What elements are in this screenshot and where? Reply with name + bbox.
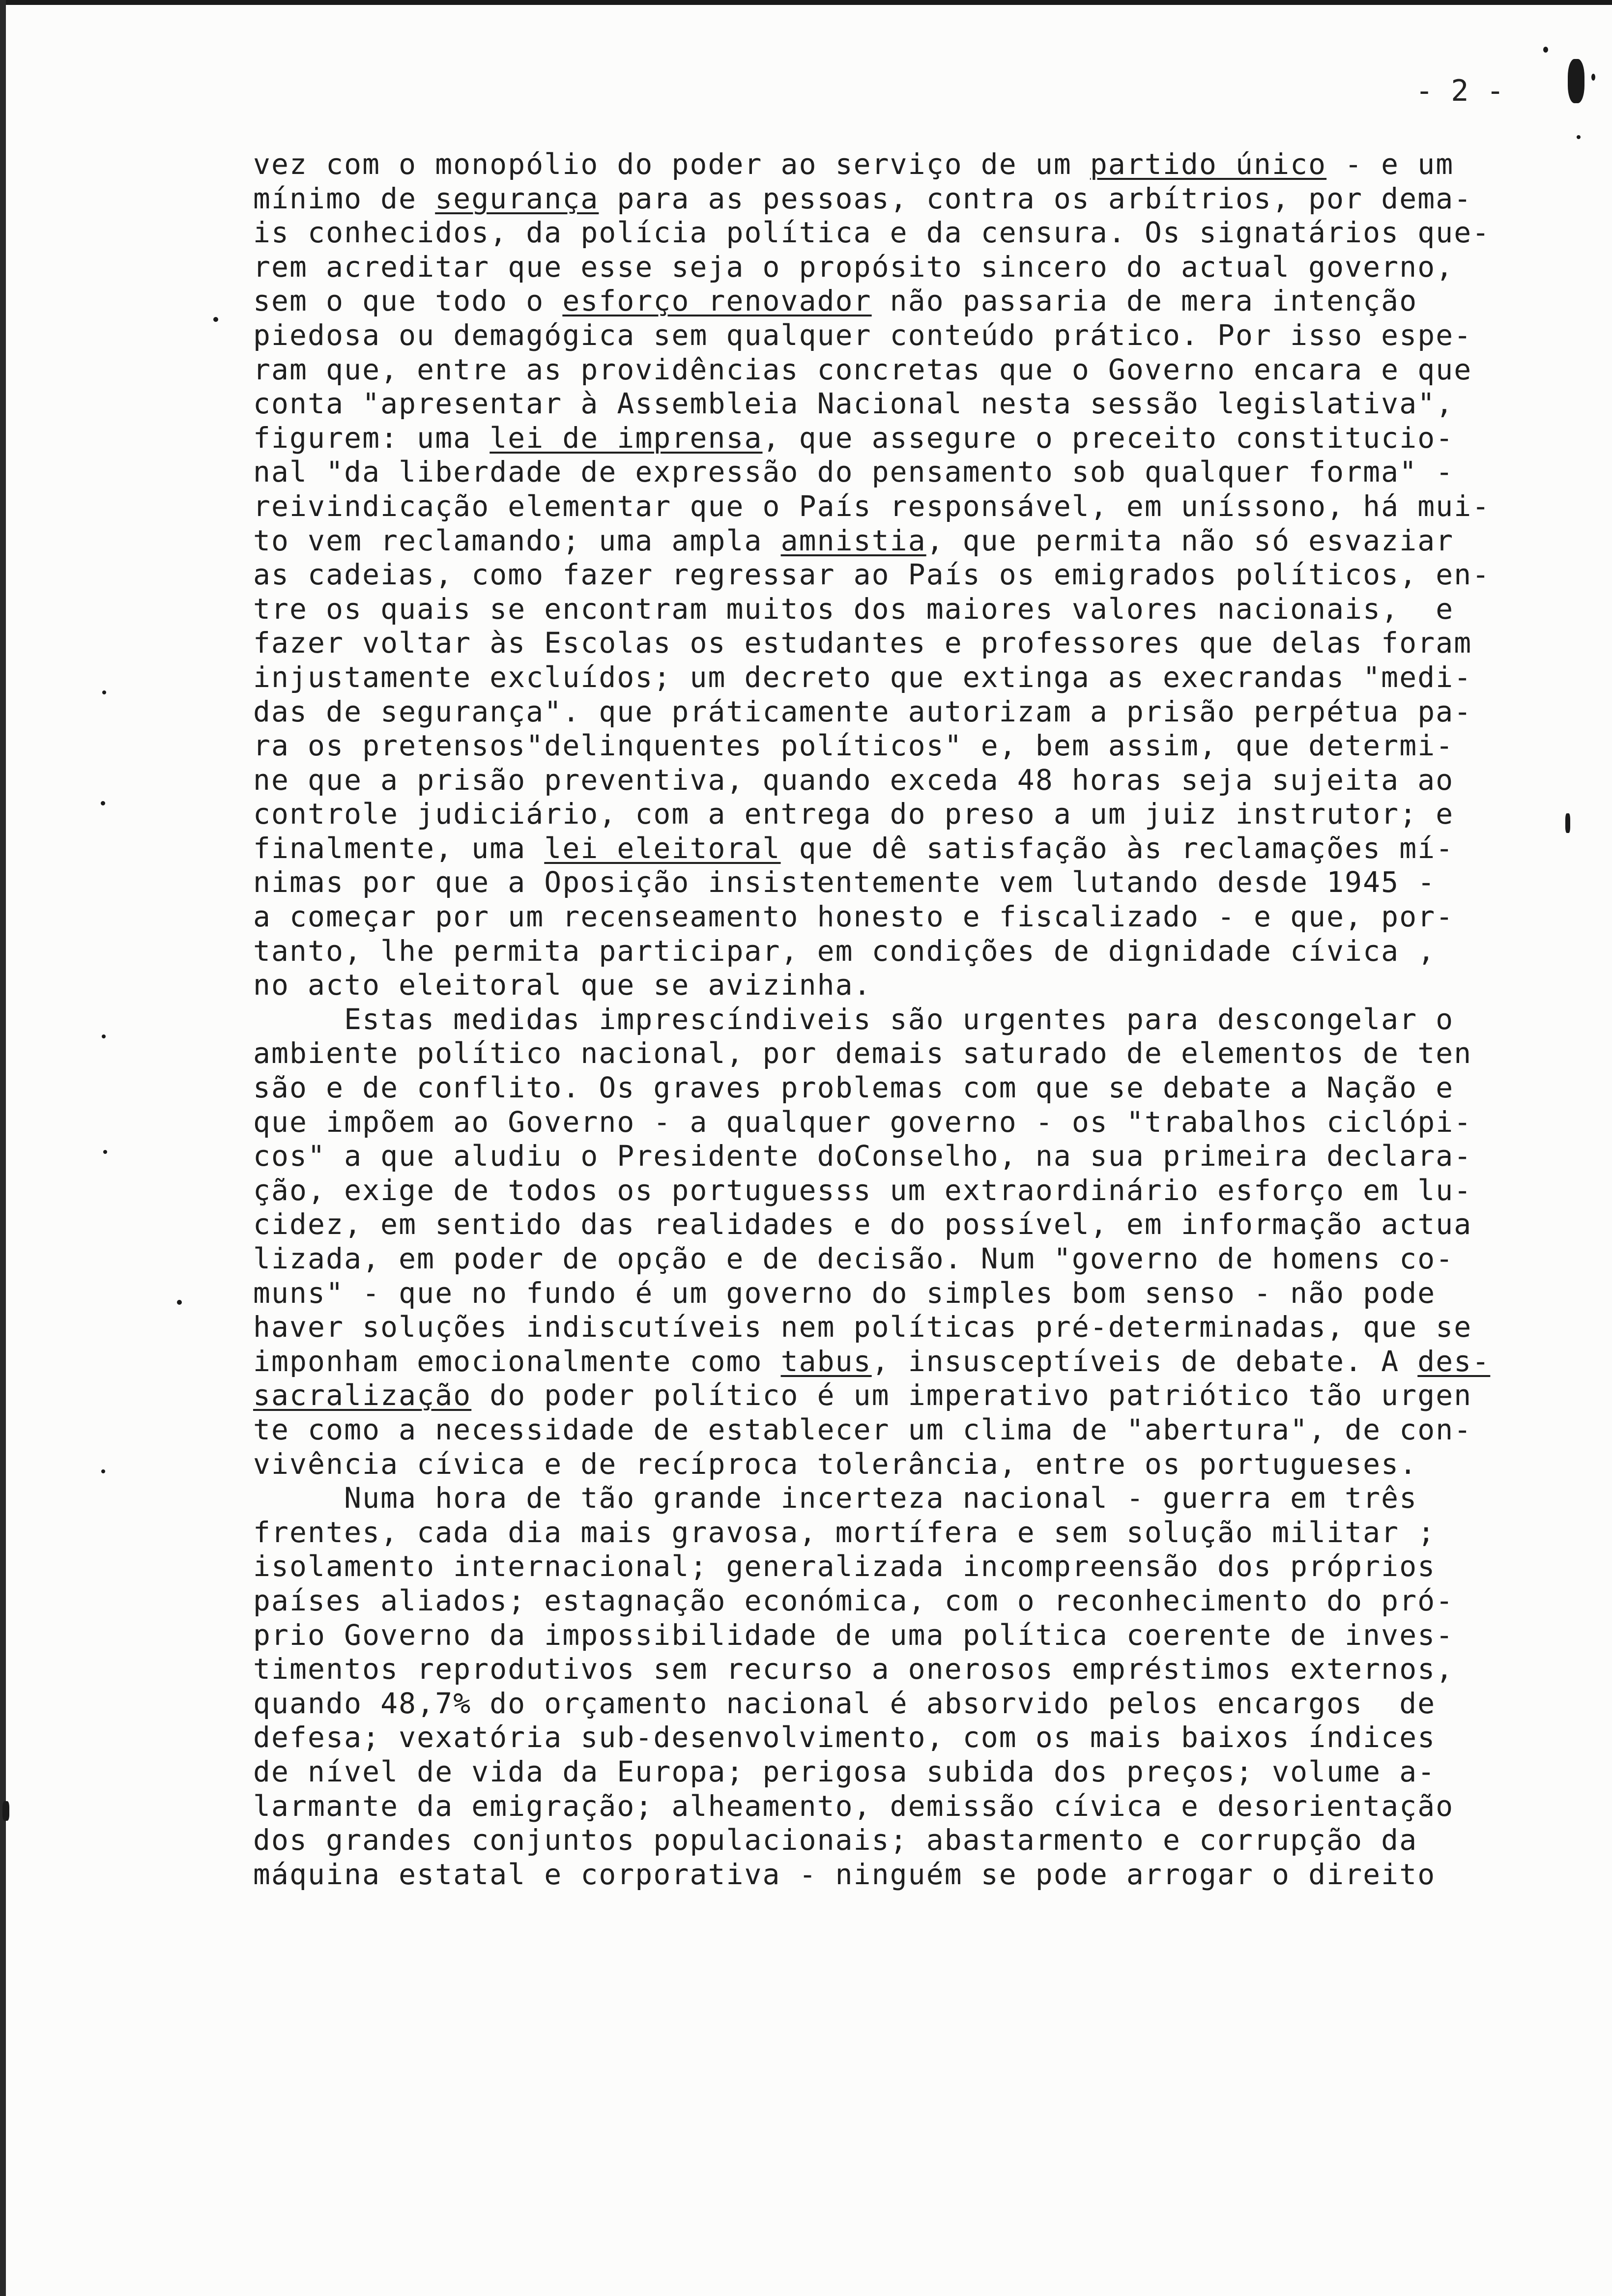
text-line: nimas por que a Oposição insistentemente vem lutando desde 1945 - xyxy=(253,865,1436,899)
text-line: isolamento internacional; generalizada incompreensão dos próprios xyxy=(253,1550,1436,1583)
text-line: piedosa ou demagógica sem qualquer conteúdo prático. Por isso espe- xyxy=(253,318,1472,352)
text-line: quando 48,7% do orçamento nacional é absorvido pelos encargos de xyxy=(253,1686,1436,1720)
text-line: Numa hora de tão grande incerteza nacional - guerra em três xyxy=(253,1481,1418,1515)
scan-mark xyxy=(103,1150,107,1154)
page-number: - 2 - xyxy=(1415,74,1504,108)
underlined-phrase: amnistia xyxy=(780,523,926,557)
text-line: máquina estatal e corporativa - ninguém se pode arrogar o direito xyxy=(253,1857,1436,1891)
text-line: rem acreditar que esse seja o propósito sincero do actual governo, xyxy=(253,250,1454,284)
text-line: larmante da emigração; alheamento, demissão cívica e desorientação xyxy=(253,1789,1454,1823)
text-line: ambiente político nacional, por demais saturado de elementos de ten xyxy=(253,1036,1472,1070)
text-line: das de segurança". que práticamente autorizam a prisão perpétua pa- xyxy=(253,694,1472,728)
text-line: injustamente excluídos; um decreto que extinga as execrandas "medi- xyxy=(253,660,1472,694)
scan-mark xyxy=(1543,47,1548,53)
text-line: as cadeias, como fazer regressar ao País os emigrados políticos, en- xyxy=(253,558,1491,592)
text-line: defesa; vexatória sub-desenvolvimento, com os mais baixos índices xyxy=(253,1721,1436,1754)
scan-mark xyxy=(1591,74,1595,81)
text-line: países aliados; estagnação económica, com o reconhecimento do pró- xyxy=(253,1583,1454,1617)
scan-mark xyxy=(102,1034,106,1038)
paragraph-2 xyxy=(253,1003,1541,1481)
scan-mark xyxy=(1568,59,1584,103)
scan-mark xyxy=(177,1300,182,1305)
text-line: no acto eleitoral que se avizinha. xyxy=(253,968,872,1002)
text-line: cidez, em sentido das realidades e do possível, em informação actua xyxy=(253,1207,1472,1241)
text-line: to vem reclamando; uma ampla amnistia, que permita não só esvaziar xyxy=(253,523,1454,557)
text-line: reivindicação elementar que o País responsável, em uníssono, há mui- xyxy=(253,489,1491,523)
text-line: finalmente, uma lei eleitoral que dê satisfação às reclamações mí- xyxy=(253,831,1454,865)
scan-mark xyxy=(102,690,106,694)
text-line: de nível de vida da Europa; perigosa subida dos preços; volume a- xyxy=(253,1754,1436,1788)
scan-edge-top xyxy=(0,0,1612,5)
scan-mark xyxy=(213,317,218,322)
text-line: dos grandes conjuntos populacionais; abastarmento e corrupção da xyxy=(253,1823,1418,1857)
text-line: imponham emocionalmente como tabus, insusceptíveis de debate. A des- xyxy=(253,1344,1491,1378)
text-line: muns" - que no fundo é um governo do simples bom senso - não pode xyxy=(253,1276,1436,1310)
text-line: controle judiciário, com a entrega do preso a um juiz instrutor; e xyxy=(253,797,1454,831)
text-line: que impõem ao Governo - a qualquer governo - os "trabalhos ciclópi- xyxy=(253,1105,1472,1139)
scan-mark xyxy=(2,1801,9,1821)
underlined-phrase: lei de imprensa xyxy=(489,421,763,455)
text-line: sem o que todo o esforço renovador não passaria de mera intenção xyxy=(253,284,1418,318)
text-line: tanto, lhe permita participar, em condições de dignidade cívica , xyxy=(253,934,1436,968)
text-line: cos" a que aludiu o Presidente doConselho, na sua primeira declara- xyxy=(253,1139,1472,1173)
underlined-phrase: esforço renovador xyxy=(562,284,872,318)
underlined-phrase: segurança xyxy=(435,181,599,215)
text-line: vez com o monopólio do poder ao serviço de um partido único - e um xyxy=(253,147,1454,181)
text-line: fazer voltar às Escolas os estudantes e professores que delas foram xyxy=(253,626,1472,660)
text-line: frentes, cada dia mais gravosa, mortífera e sem solução militar ; xyxy=(253,1515,1436,1549)
scan-mark xyxy=(1565,813,1570,833)
underlined-phrase: lei eleitoral xyxy=(544,831,781,865)
text-line: nal "da liberdade de expressão do pensamento sob qualquer forma" - xyxy=(253,455,1454,489)
text-line: prio Governo da impossibilidade de uma política coerente de inves- xyxy=(253,1618,1454,1652)
underlined-phrase: tabus xyxy=(780,1344,872,1378)
scan-mark xyxy=(1577,135,1581,139)
text-line: timentos reprodutivos sem recurso a onerosos empréstimos externos, xyxy=(253,1652,1454,1686)
text-line: tre os quais se encontram muitos dos maiores valores nacionais, e xyxy=(253,592,1454,626)
text-line: mínimo de segurança para as pessoas, contra os arbítrios, por dema- xyxy=(253,181,1472,215)
paragraph-3 xyxy=(253,1481,1541,1892)
text-line: te como a necessidade de establecer um clima de "abertura", de con- xyxy=(253,1412,1472,1446)
scan-edge-left xyxy=(0,0,6,2296)
text-line: a começar por um recenseamento honesto e fiscalizado - e que, por- xyxy=(253,900,1454,934)
scan-mark xyxy=(101,1469,105,1473)
text-line: lizada, em poder de opção e de decisão. Num "governo de homens co- xyxy=(253,1242,1454,1275)
scan-mark xyxy=(101,801,105,805)
text-line: sacralização do poder político é um imperativo patriótico tão urgen xyxy=(253,1378,1472,1412)
underlined-phrase: sacralização xyxy=(253,1378,472,1412)
text-line: ne que a prisão preventiva, quando exceda 48 horas seja sujeita ao xyxy=(253,763,1454,797)
text-line: conta "apresentar à Assembleia Nacional nesta sessão legislativa", xyxy=(253,387,1454,421)
text-line: is conhecidos, da polícia política e da censura. Os signatários que- xyxy=(253,216,1491,250)
text-line: vivência cívica e de recíproca tolerância, entre os portugueses. xyxy=(253,1447,1418,1481)
text-line: haver soluções indiscutíveis nem políticas pré-determinadas, que se xyxy=(253,1310,1472,1344)
text-line: figurem: uma lei de imprensa, que assegure o preceito constitucio- xyxy=(253,421,1454,455)
underlined-phrase: des- xyxy=(1417,1344,1491,1378)
text-line: ra os pretensos"delinquentes políticos" e, bem assim, que determi- xyxy=(253,729,1454,763)
typed-letter-body xyxy=(253,147,1541,1892)
paragraph-1 xyxy=(253,147,1541,1003)
underlined-phrase: partido único xyxy=(1090,147,1327,181)
text-line: ram que, entre as providências concretas que o Governo encara e que xyxy=(253,352,1472,386)
text-line: Estas medidas imprescíndiveis são urgentes para descongelar o xyxy=(253,1002,1454,1036)
text-line: ção, exige de todos os portuguesss um extraordinário esforço em lu- xyxy=(253,1173,1472,1207)
text-line: são e de conflito. Os graves problemas com que se debate a Nação e xyxy=(253,1071,1454,1105)
